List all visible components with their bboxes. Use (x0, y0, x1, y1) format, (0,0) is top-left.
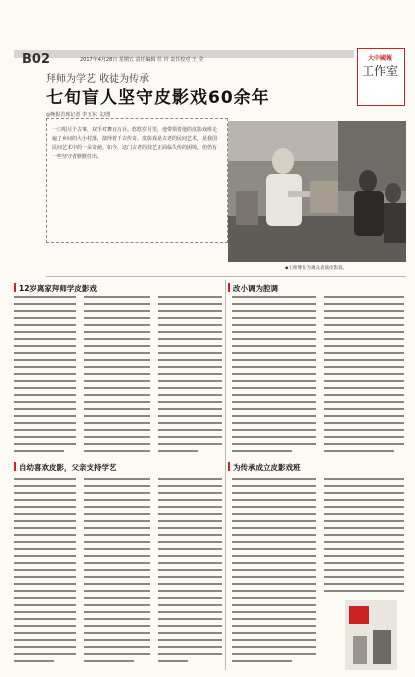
photo-caption: ◆王师傅在为观众表演皮影戏。 (285, 266, 347, 271)
article-byline: ◎晚报首席记者 李玉东 文/图 (46, 112, 111, 118)
section-title-1: 12岁离家拜师学皮影戏 (19, 284, 97, 293)
section-marker (228, 283, 230, 292)
intro-text: 一口唱尽千古事，双手对舞百万兵。悠悠岁月里，他带领着他的皮影戏班走遍了乡间的大小村落，演绎着千古传奇。皮影戏是古老的民间艺术，是我国民间艺术中的一朵奇葩。如今，这门古老的技艺正面临失传的困境，但仍有一些坚守者默默付出。 (52, 127, 218, 160)
column-stamp-graphic (345, 600, 397, 670)
article-headline: 七旬盲人坚守皮影戏60余年 (46, 88, 270, 108)
article-photo (228, 121, 406, 262)
logo-top-text: 大中國報 (367, 55, 392, 62)
page-number: B02 (22, 52, 50, 67)
section-title-4: 为传承成立皮影戏班 (233, 463, 301, 472)
date-line: 2017年4月28日 星期五 责任编辑 任 玲 责任校对 王 莹 (80, 57, 204, 63)
divider (46, 276, 406, 277)
article-subtitle: 拜师为学艺 收徒为传承 (46, 74, 150, 85)
section-title-2: 自幼喜欢皮影，父亲支持学艺 (19, 463, 117, 472)
section-title-3: 改小调为腔调 (233, 284, 278, 293)
logo-main-text: 工作室 (361, 64, 398, 78)
section-marker (14, 283, 16, 292)
